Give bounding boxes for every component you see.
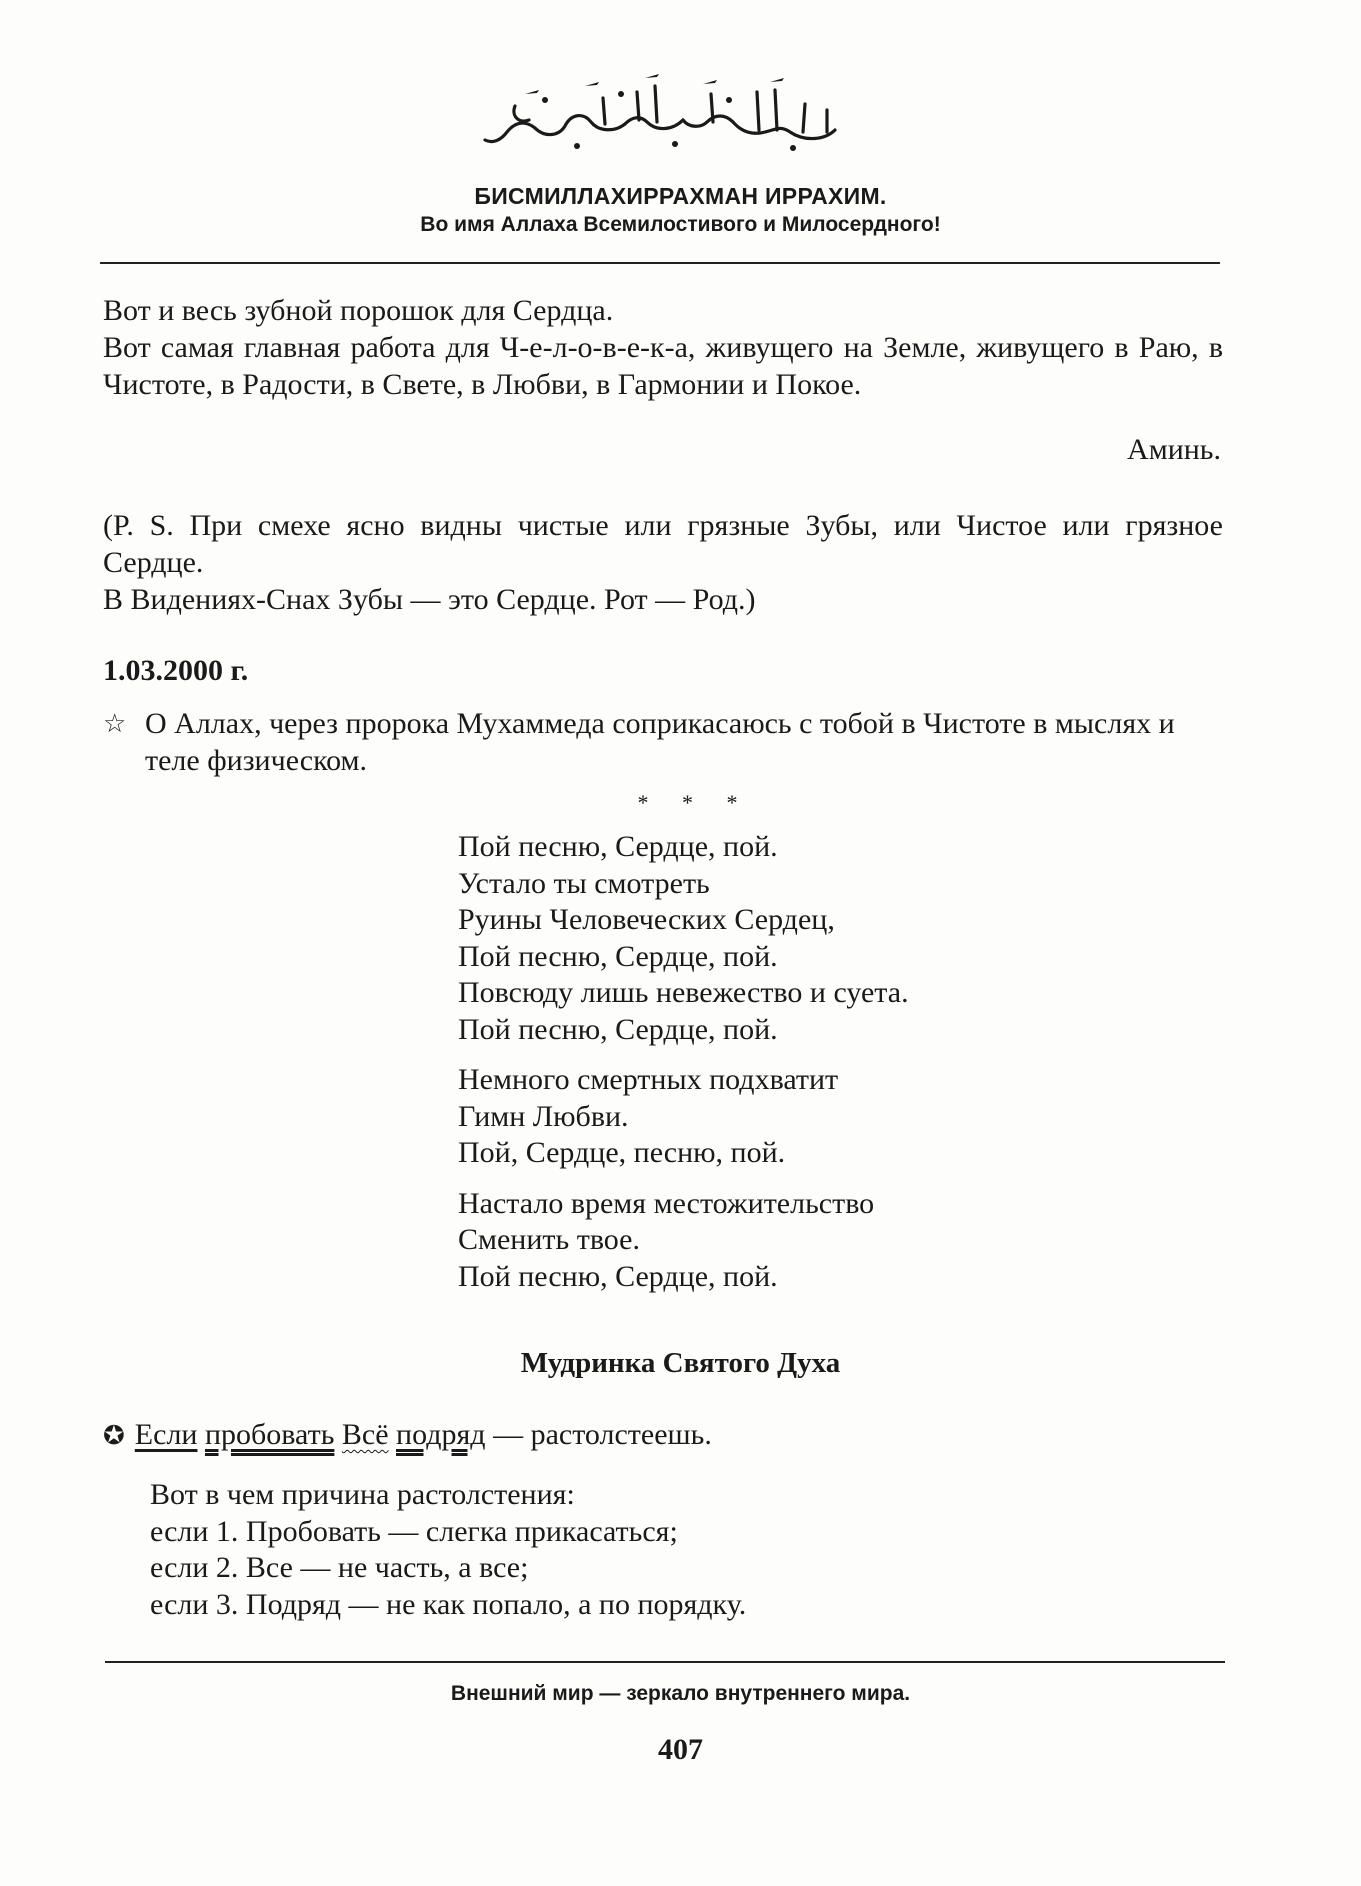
poem-stanza [458, 1062, 909, 1172]
aphorism-rest: — растолстеешь. [485, 1418, 712, 1451]
poem-line: Немного смертных подхватит [458, 1063, 839, 1096]
header-transliteration: БИСМИЛЛАХИРРАХМАН ИРРАХИМ. [474, 183, 887, 209]
prayer-text: О Аллах, через пророка Мухаммеда соприкасаюсь с тобой в Чистоте в мыслях и теле физическом. [145, 707, 1175, 777]
header-divider [100, 262, 1220, 264]
aphorism-word: Всё [341, 1418, 389, 1451]
aphorism-explanation [150, 1477, 746, 1623]
aphorism-word: подряд [396, 1418, 486, 1451]
aphorism-word: пробовать [204, 1418, 335, 1451]
poem-line: Гимн Любви. [458, 1099, 629, 1133]
intro-section [103, 292, 1223, 403]
footer-motto: Внешний мир — зеркало внутреннего мира. [450, 1682, 911, 1705]
poem-line: Руины Человеческих Сердец, [458, 903, 835, 936]
wheel-icon: ✪ [103, 1421, 125, 1450]
postscript [103, 507, 1223, 618]
poem-line: Сменить твое. [458, 1223, 640, 1256]
postscript-line: (P. S. При смехе ясно видны чистые или грязные Зубы, или Чистое или грязное Сердце. [103, 509, 1223, 579]
explanation-line: Вот в чем причина растолстения: [150, 1478, 575, 1511]
aphorism-word: Если [134, 1418, 198, 1451]
page-number: 407 [658, 1733, 703, 1766]
poem-line: Пой песню, Сердце, пой. [458, 830, 778, 863]
intro-line: Вот и весь зубной порошок для Сердца. [103, 294, 614, 327]
poem-line: Пой песню, Сердце, пой. [458, 1259, 778, 1293]
poem-separator: * * * [637, 790, 752, 815]
postscript-line: В Видениях-Снах Зубы — это Сердце. Рот — Род.) [103, 583, 756, 616]
poem-line: Пой песню, Сердце, пой. [458, 939, 778, 973]
footer-divider [105, 1661, 1225, 1663]
prayer [103, 705, 1223, 779]
poem-line: Настало время местожительство [458, 1186, 875, 1220]
star-icon: ☆ [103, 709, 127, 738]
explanation-line: если 2. Все — не часть, а все; [150, 1551, 529, 1584]
poem [458, 829, 909, 1309]
poem-line: Пой песню, Сердце, пой. [458, 1012, 778, 1046]
amen-line: Аминь. [1127, 433, 1221, 466]
poem-stanza [458, 1186, 909, 1296]
poem-line: Повсюду лишь невежество и суета. [458, 976, 909, 1009]
poem-stanza [458, 829, 909, 1048]
wisdom-title: Мудринка Святого Духа [520, 1347, 841, 1379]
poem-line: Пой, Сердце, песню, пой. [458, 1136, 786, 1169]
header-translation: Во имя Аллаха Всемилостивого и Милосердного! [420, 213, 941, 236]
entry-date: 1.03.2000 г. [103, 654, 249, 687]
aphorism [103, 1418, 712, 1452]
basmala-calligraphy [475, 70, 855, 160]
poem-line: Устало ты смотреть [458, 866, 710, 900]
explanation-line: если 3. Подряд — не как попало, а по порядку. [150, 1587, 747, 1621]
explanation-line: если 1. Пробовать — слегка прикасаться; [150, 1514, 678, 1548]
intro-paragraph: Вот самая главная работа для Ч-е-л-о-в-е-к-а, живущего на Земле, живущего в Раю, в Чистоте, в Радости, в Свете, в Любви, в Гармонии и Покое. [103, 331, 1223, 401]
